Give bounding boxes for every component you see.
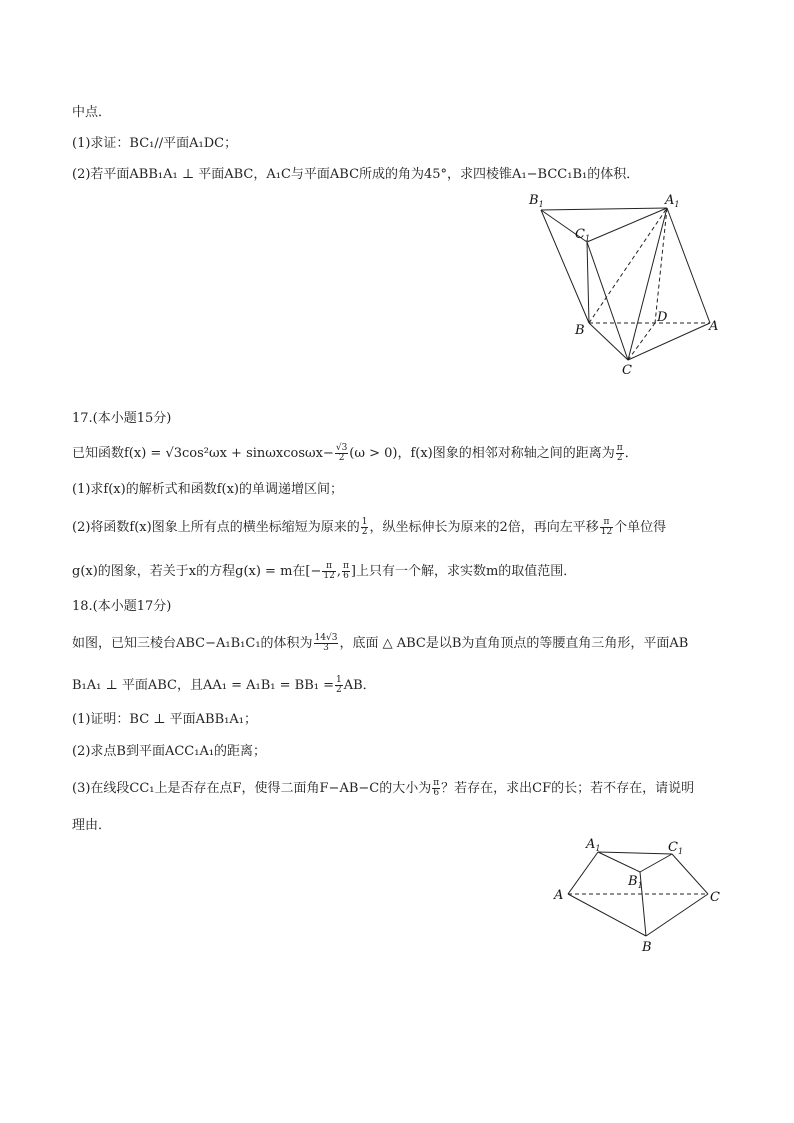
q17-stem-a: 已知函数f(x) = √3cos²ωx + sinωxcosωx−: [72, 446, 334, 461]
edge-a1-d-dashed: [655, 208, 667, 323]
edge-c-a: [628, 323, 710, 360]
continued-part-2: (2)若平面ABB₁A₁ ⊥ 平面ABC，A₁C与平面ABC所成的角为45°，求四棱锥A₁−BCC₁B₁的体积．: [72, 167, 640, 182]
prism-diagram: [525, 190, 725, 380]
q18-p3-a: (3)在线段CC₁上是否存在点F，使得二面角F−AB−C的大小为: [72, 781, 432, 796]
q18-vol-frac: [314, 634, 339, 653]
q18-part-2: (2)求点B到平面ACC₁A₁的距离；: [72, 744, 267, 759]
q18-stem-line-2: [72, 676, 376, 695]
q17-p2-i2: [342, 562, 350, 581]
q18-stem-line2-a: B₁A₁ ⊥ 平面ABC，且AA₁ = A₁B₁ = BB₁ =: [72, 678, 334, 693]
label-a: A: [709, 319, 719, 334]
frustum-diagram: [550, 832, 730, 957]
label-c1: $C_1$: [575, 227, 591, 243]
q18-part-1: (1)证明：BC ⊥ 平面ABB₁A₁；: [72, 712, 257, 727]
q17-p2-frac: [361, 518, 369, 537]
q18-stem: [72, 634, 688, 653]
q17-stem-frac2-num: π: [616, 443, 623, 453]
q17-p2-line2-a: g(x)的图象，若关于x的方程g(x) = m在[−: [72, 564, 322, 579]
edge-a1-b1: [598, 852, 640, 872]
edge-a1-a: [667, 208, 710, 323]
q17-p2-frac2: [600, 518, 613, 537]
label-a1: $A_1$: [665, 193, 680, 209]
q18-p3-frac: [432, 779, 440, 798]
q17-stem-frac2-den: 2: [616, 453, 623, 463]
q17-stem-frac2: [616, 444, 624, 463]
q17-p2-c: 个单位得: [614, 520, 667, 535]
q17-p2-frac2-num: π: [600, 518, 613, 528]
label-b1: $B_1$: [628, 874, 643, 890]
q17-p2-frac2-den: 12: [600, 527, 613, 537]
q17-p2-frac-den: 2: [361, 527, 368, 537]
q17-part-2-line-2: g(x)的图象，若关于x的方程g(x) = m在[− $\frac{\pi}{12}$ , $\frac{\pi}{6}$ ]上只有一个解，求实数m的取值范围．: [72, 561, 577, 581]
label-c1: $C_1$: [668, 840, 684, 856]
q17-stem-b: (ω > 0)，f(x)图象的相邻对称轴之间的距离为: [349, 446, 615, 461]
q18-part-3: [72, 779, 694, 798]
q18-half-den: 2: [336, 685, 342, 695]
edge-a1-c1: [598, 852, 672, 854]
edge-c-c1: [672, 854, 708, 894]
q18-half-frac: [335, 676, 343, 695]
label-d: D: [657, 310, 668, 325]
q17-part-1: (1)求f(x)的解析式和函数f(x)的单调递增区间；: [72, 482, 343, 497]
q18-header: 18.(本小题17分): [72, 599, 172, 614]
q17-stem-frac-den: 2: [338, 453, 345, 463]
edge-c1-c: [587, 242, 628, 360]
q18-vol-num: 14√3: [314, 633, 338, 643]
q17-p2-i2-num: π: [342, 561, 349, 571]
label-a: A: [554, 888, 564, 903]
edge-b-c: [646, 894, 708, 936]
edge-b-c: [589, 323, 628, 360]
continued-text-line-0: 中点．: [72, 105, 112, 120]
edge-b1-a1: [541, 208, 667, 210]
edge-a-a1: [568, 852, 598, 894]
continued-part-1: (1)求证：BC₁//平面A₁DC；: [72, 136, 238, 151]
q18-stem-line2-b: AB．: [343, 678, 376, 693]
label-b: B: [575, 323, 585, 338]
q18-p3-den: 6: [433, 788, 440, 798]
label-c: C: [622, 363, 632, 378]
q17-p2-i1: [322, 562, 335, 581]
q17-part-2: [72, 518, 666, 537]
q17-p2-i1-num: π: [322, 562, 335, 572]
q18-stem-a: 如图，已知三棱台ABC−A₁B₁C₁的体积为: [72, 636, 313, 651]
edge-b1-c1: [640, 854, 672, 872]
edge-a-b: [568, 894, 646, 936]
q17-stem-end: ．: [624, 446, 638, 461]
q18-stem-b: ，底面 △ ABC是以B为直角顶点的等腰直角三角形，平面AB: [339, 636, 689, 651]
edge-c1-a1: [587, 208, 667, 242]
q17-p2-line2-b: ]上只有一个解，求实数m的取值范围．: [350, 564, 577, 579]
label-b: B: [642, 940, 652, 955]
q18-vol-den: 3: [323, 643, 329, 653]
q17-p2-frac-num: 1: [361, 517, 368, 527]
q17-header: 17.(本小题15分): [72, 411, 172, 426]
q17-p2-b: ，纵坐标伸长为原来的2倍，再向左平移: [369, 520, 599, 535]
edge-b-a1-dashed: [589, 208, 667, 323]
edge-a1-c: [628, 208, 667, 360]
edge-c1-b: [587, 242, 589, 323]
label-a1: $A_1$: [586, 837, 601, 853]
label-c: C: [710, 890, 720, 905]
q18-part-3-line-2: 理由．: [72, 818, 112, 833]
q17-p2-a: (2)将函数f(x)图象上所有点的横坐标缩短为原来的: [72, 520, 360, 535]
q17-p2-i2-den: 6: [343, 571, 349, 581]
q17-stem: [72, 444, 638, 463]
q17-stem-frac-num: √3: [335, 443, 348, 453]
label-b1: $B_1$: [529, 193, 544, 209]
q17-p2-i1-den: 12: [323, 571, 335, 581]
q18-half-num: 1: [336, 675, 342, 685]
q18-p3-num: π: [433, 778, 440, 788]
q17-stem-frac: [335, 444, 348, 463]
q18-p3-b: ？若存在，求出CF的长；若不存在，请说明: [441, 781, 695, 796]
